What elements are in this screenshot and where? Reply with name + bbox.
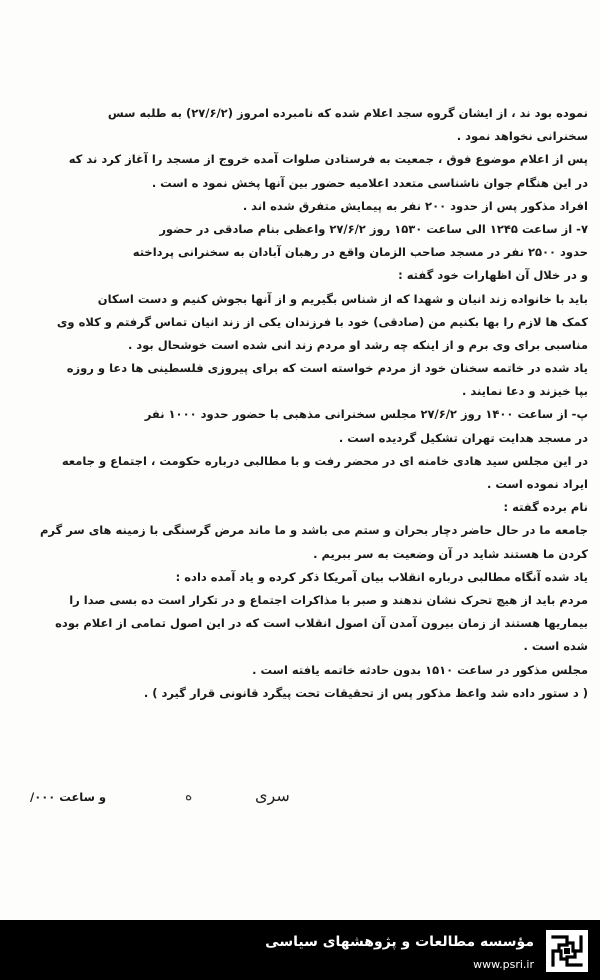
text-line: در این هنگام جوان ناشناسی متعدد اعلامیه حضور بین آنها پخش نمود ه است . (151, 175, 588, 190)
text-line: نام برده گفته : (503, 500, 588, 515)
text-line: در مسجد هدایت تهران تشکیل گردیده است . (338, 430, 588, 445)
signature-row (0, 780, 600, 820)
text-line: بپا خیزند و دعا نمایند . (461, 384, 588, 399)
text-line: و در خلال آن اظهارات خود گفته : (398, 268, 588, 283)
closing-text: و ساعت ۰۰۰/ (30, 790, 107, 804)
signature: سری (255, 786, 290, 805)
text-line: ۷- از ساعت ۱۲۴۵ الی ساعت ۱۵۳۰ روز ۲۷/۶/۲ واعظی بنام صادقی در حضور (159, 221, 588, 236)
text-line: بیماریها هستند از زمان بیرون آمدن آن اصول انقلاب است که در این اصول تمامی از اعلام بوده (55, 616, 588, 631)
text-line: پ- از ساعت ۱۴۰۰ روز ۲۷/۶/۲ مجلس سخنرانی مذهبی با حضور حدود ۱۰۰۰ نفر (144, 407, 588, 422)
text-line: نموده بود ند ، از ایشان گروه سجد اعلام شده که نامبرده امروز (۲۷/۶/۲) به طلبه سس (107, 106, 588, 120)
footer-bar (0, 920, 600, 980)
text-line: ایراد نموده است . (487, 477, 588, 491)
text-line: در این مجلس سید هادی خامنه ای در محضر رفت و با مطالبی درباره حکومت ، اجتماع و جامعه (61, 453, 588, 468)
text-line: کمک ها لازم را بها بکنیم من (صادقی) خود با فرزندان یکی از زند انیان تماس گرفتم و کلاه وی (56, 314, 588, 329)
text-line: یاد شده در خاتمه سخنان خود از مردم خواسته است که برای پیروزی فلسطینی ها دعا و روزه (66, 361, 588, 376)
text-line: ( د ستور داده شد واعظ مذکور پس از تحقیقات تحت پیگرد قانونی قرار گیرد ) . (143, 685, 588, 700)
text-line: مردم باید از هیچ تحرک نشان ندهند و صبر با مذاکرات اجتماع و در تکرار است ده بسی صدا را (69, 592, 588, 607)
text-line: کردن ما هستند شاید در آن وضعیت به سر ببریم . (313, 546, 588, 561)
institute-logo-icon (546, 930, 588, 972)
text-line: باید با خانواده زند انیان و شهدا که از شناس بگیریم و از آنها بجوش کنیم و دست اسکان (97, 291, 588, 306)
institute-name: مؤسسه مطالعات و پژوهشهای سیاسی (265, 934, 534, 950)
text-line: شده است . (523, 639, 588, 654)
signature-mark: ه (185, 788, 193, 804)
text-line: سخنرانی نخواهد نمود . (456, 129, 588, 144)
text-line: حدود ۲۵۰۰ نفر در مسجد صاحب الزمان واقع در رهبان آبادان به سخنرانی پرداخته (132, 245, 588, 260)
website-link[interactable]: www.psri.ir (473, 958, 534, 971)
text-line: مناسبی برای وی برم و از اینکه چه رشد او مردم زند انی شده است خوشحال بود . (127, 337, 588, 352)
text-line: پس از اعلام موضوع فوق ، جمعیت به فرستادن صلوات آمده خروج از مسجد را آغاز کرد ند که (68, 152, 588, 167)
text-line: افراد مذکور پس از حدود ۲۰۰ نفر به پیمایش متفرق شده اند . (242, 198, 588, 213)
text-line: مجلس مذکور در ساعت ۱۵۱۰ بدون حادثه خاتمه یافته است . (252, 662, 588, 677)
text-line: جامعه ما در حال حاضر دچار بحران و ستم می باشد و ما ماند مرض گرسنگی با زمینه های سر گرم (39, 523, 588, 538)
text-line: یاد شده آنگاه مطالبی درباره انقلاب بیان آمریکا ذکر کرده و یاد آمده داده : (175, 569, 588, 584)
document-body (20, 102, 588, 705)
